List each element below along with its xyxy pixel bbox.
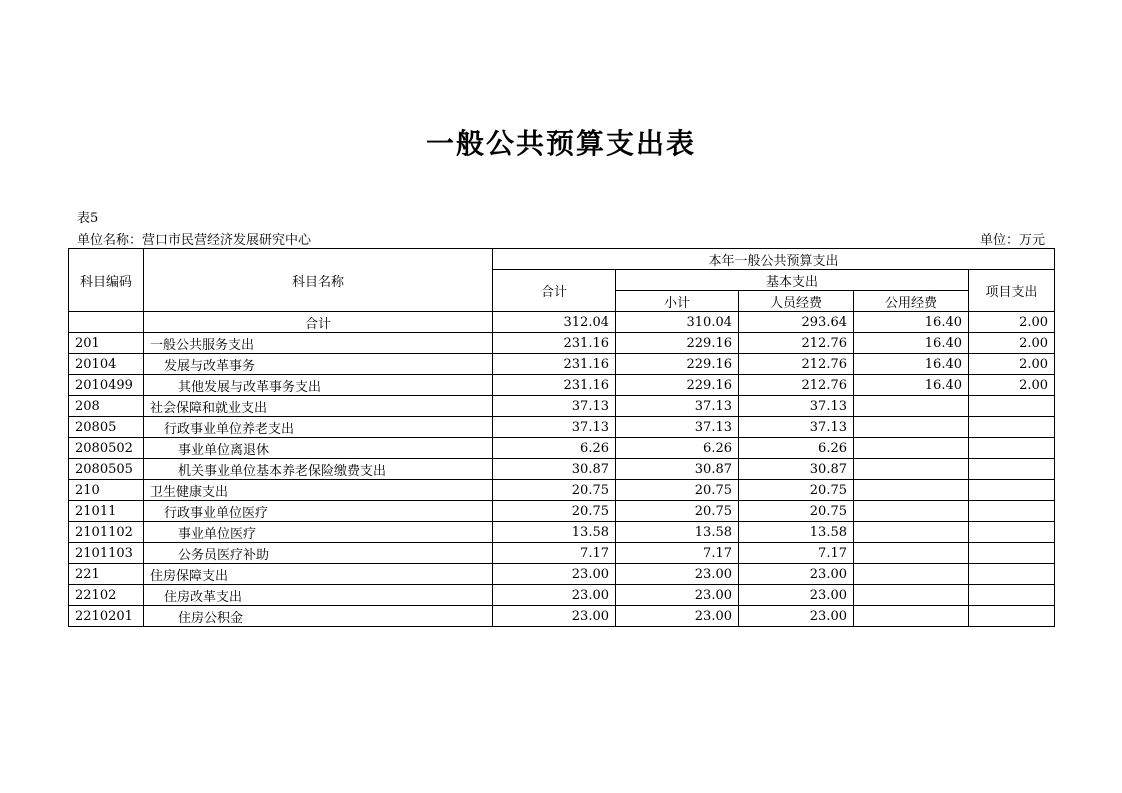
total-cell: 13.58 — [493, 522, 616, 543]
name-cell: 一般公共服务支出 — [144, 333, 493, 354]
subtotal-cell: 310.04 — [616, 312, 739, 333]
header-personnel: 人员经费 — [739, 291, 854, 312]
total-cell: 20.75 — [493, 501, 616, 522]
personnel-cell: 30.87 — [739, 459, 854, 480]
subtotal-cell: 30.87 — [616, 459, 739, 480]
table-row — [69, 459, 1055, 480]
personnel-cell: 293.64 — [739, 312, 854, 333]
personnel-cell: 37.13 — [739, 396, 854, 417]
public-cell — [854, 417, 969, 438]
subtotal-cell: 6.26 — [616, 438, 739, 459]
name-cell: 住房保障支出 — [144, 564, 493, 585]
project-cell — [969, 396, 1055, 417]
public-cell — [854, 564, 969, 585]
code-cell: 22102 — [69, 585, 144, 606]
subtotal-cell: 23.00 — [616, 585, 739, 606]
expenditure-table — [68, 248, 1055, 627]
personnel-cell: 7.17 — [739, 543, 854, 564]
project-cell: 2.00 — [969, 312, 1055, 333]
project-cell — [969, 417, 1055, 438]
name-cell: 其他发展与改革事务支出 — [144, 375, 493, 396]
personnel-cell: 20.75 — [739, 501, 854, 522]
public-cell: 16.40 — [854, 375, 969, 396]
table-row — [69, 417, 1055, 438]
personnel-cell: 6.26 — [739, 438, 854, 459]
public-cell — [854, 480, 969, 501]
total-cell: 37.13 — [493, 396, 616, 417]
project-cell: 2.00 — [969, 354, 1055, 375]
personnel-cell: 212.76 — [739, 354, 854, 375]
project-cell — [969, 543, 1055, 564]
personnel-cell: 23.00 — [739, 606, 854, 627]
unit-name: 单位名称：营口市民营经济发展研究中心 — [77, 233, 312, 248]
project-cell — [969, 438, 1055, 459]
public-cell: 16.40 — [854, 312, 969, 333]
subtotal-cell: 229.16 — [616, 333, 739, 354]
total-cell: 23.00 — [493, 564, 616, 585]
subtotal-cell: 20.75 — [616, 501, 739, 522]
total-cell: 23.00 — [493, 585, 616, 606]
table-body — [69, 312, 1055, 627]
public-cell — [854, 438, 969, 459]
public-cell — [854, 396, 969, 417]
code-cell: 20805 — [69, 417, 144, 438]
code-cell: 20104 — [69, 354, 144, 375]
public-cell — [854, 459, 969, 480]
total-cell: 231.16 — [493, 333, 616, 354]
name-cell: 住房改革支出 — [144, 585, 493, 606]
table-row — [69, 585, 1055, 606]
table-row — [69, 354, 1055, 375]
table-row — [69, 543, 1055, 564]
header-basic: 基本支出 — [616, 270, 969, 291]
name-cell: 公务员医疗补助 — [144, 543, 493, 564]
project-cell: 2.00 — [969, 333, 1055, 354]
table-row — [69, 438, 1055, 459]
project-cell — [969, 501, 1055, 522]
public-cell: 16.40 — [854, 333, 969, 354]
name-cell: 行政事业单位医疗 — [144, 501, 493, 522]
table-row — [69, 312, 1055, 333]
project-cell — [969, 480, 1055, 501]
project-cell — [969, 459, 1055, 480]
name-cell: 合计 — [144, 312, 493, 333]
total-cell: 30.87 — [493, 459, 616, 480]
header-total: 合计 — [493, 270, 616, 312]
code-cell: 201 — [69, 333, 144, 354]
subtotal-cell: 23.00 — [616, 606, 739, 627]
code-cell: 2080505 — [69, 459, 144, 480]
table-row — [69, 396, 1055, 417]
table-row — [69, 522, 1055, 543]
personnel-cell: 23.00 — [739, 564, 854, 585]
project-cell — [969, 564, 1055, 585]
code-cell: 2210201 — [69, 606, 144, 627]
personnel-cell: 20.75 — [739, 480, 854, 501]
code-cell: 2080502 — [69, 438, 144, 459]
name-cell: 机关事业单位基本养老保险缴费支出 — [144, 459, 493, 480]
header-code: 科目编码 — [69, 249, 144, 312]
table-number: 表5 — [77, 211, 99, 226]
name-cell: 住房公积金 — [144, 606, 493, 627]
project-cell — [969, 522, 1055, 543]
code-cell: 208 — [69, 396, 144, 417]
personnel-cell: 23.00 — [739, 585, 854, 606]
project-cell — [969, 606, 1055, 627]
public-cell — [854, 522, 969, 543]
subtotal-cell: 23.00 — [616, 564, 739, 585]
table-row — [69, 606, 1055, 627]
subtotal-cell: 37.13 — [616, 396, 739, 417]
table-row — [69, 480, 1055, 501]
name-cell: 事业单位医疗 — [144, 522, 493, 543]
total-cell: 6.26 — [493, 438, 616, 459]
personnel-cell: 13.58 — [739, 522, 854, 543]
subtotal-cell: 229.16 — [616, 375, 739, 396]
personnel-cell: 37.13 — [739, 417, 854, 438]
code-cell: 221 — [69, 564, 144, 585]
total-cell: 23.00 — [493, 606, 616, 627]
header-name: 科目名称 — [144, 249, 493, 312]
subtotal-cell: 229.16 — [616, 354, 739, 375]
currency-unit: 单位：万元 — [979, 233, 1045, 248]
subtotal-cell: 20.75 — [616, 480, 739, 501]
name-cell: 行政事业单位养老支出 — [144, 417, 493, 438]
total-cell: 37.13 — [493, 417, 616, 438]
total-cell: 312.04 — [493, 312, 616, 333]
total-cell: 231.16 — [493, 375, 616, 396]
code-cell: 210 — [69, 480, 144, 501]
code-cell: 21011 — [69, 501, 144, 522]
personnel-cell: 212.76 — [739, 333, 854, 354]
header-project: 项目支出 — [969, 270, 1055, 312]
project-cell: 2.00 — [969, 375, 1055, 396]
public-cell: 16.40 — [854, 354, 969, 375]
total-cell: 231.16 — [493, 354, 616, 375]
personnel-cell: 212.76 — [739, 375, 854, 396]
total-cell: 20.75 — [493, 480, 616, 501]
table-row — [69, 501, 1055, 522]
name-cell: 事业单位离退休 — [144, 438, 493, 459]
code-cell: 2010499 — [69, 375, 144, 396]
name-cell: 发展与改革事务 — [144, 354, 493, 375]
subtotal-cell: 37.13 — [616, 417, 739, 438]
subtotal-cell: 13.58 — [616, 522, 739, 543]
public-cell — [854, 543, 969, 564]
code-cell — [69, 312, 144, 333]
public-cell — [854, 606, 969, 627]
table-row — [69, 375, 1055, 396]
name-cell: 社会保障和就业支出 — [144, 396, 493, 417]
subtotal-cell: 7.17 — [616, 543, 739, 564]
header-subtotal: 小计 — [616, 291, 739, 312]
name-cell: 卫生健康支出 — [144, 480, 493, 501]
header-group: 本年一般公共预算支出 — [493, 249, 1055, 270]
public-cell — [854, 501, 969, 522]
page-title: 一般公共预算支出表 — [425, 127, 696, 160]
table-row — [69, 564, 1055, 585]
header-public: 公用经费 — [854, 291, 969, 312]
public-cell — [854, 585, 969, 606]
table-row — [69, 333, 1055, 354]
total-cell: 7.17 — [493, 543, 616, 564]
project-cell — [969, 585, 1055, 606]
code-cell: 2101102 — [69, 522, 144, 543]
code-cell: 2101103 — [69, 543, 144, 564]
